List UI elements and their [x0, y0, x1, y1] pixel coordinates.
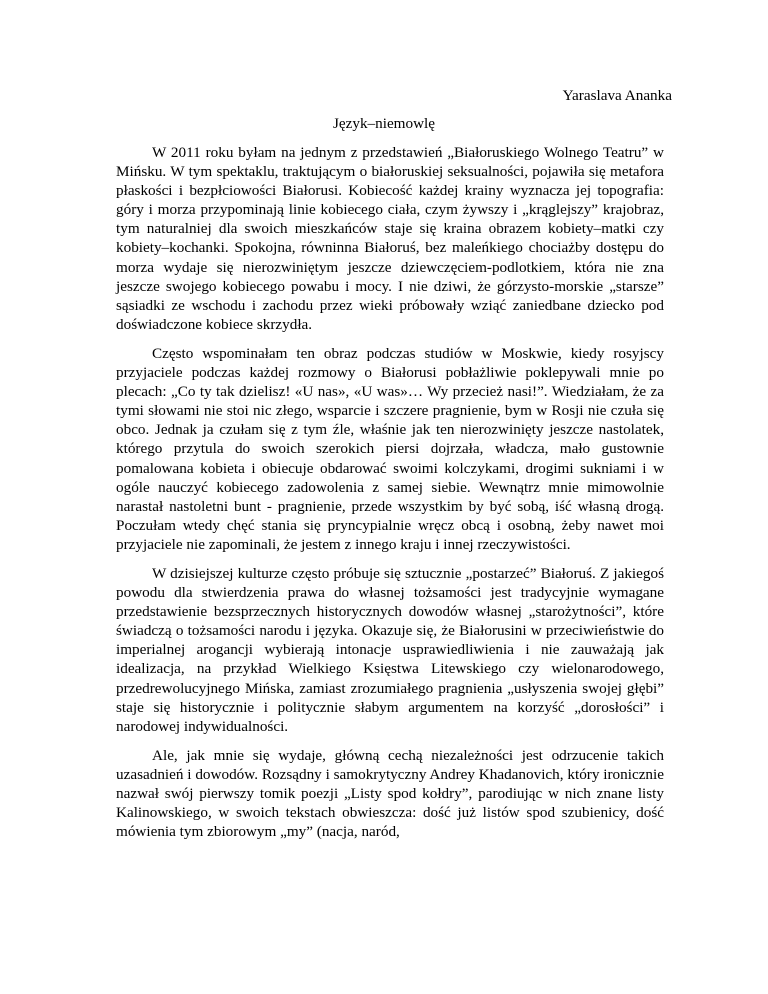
- paragraph-2: Często wspominałam ten obraz podczas studiów w Moskwie, kiedy rosyjscy przyjaciele podczas każdej rozmowy o Białorusi pobłażliwie poklepywali mnie po plecach: „Co ty tak dzielisz! «U nas», «U was»… Wy przecież nasi!”. Wiedziałam, że za tymi słowami nie stoi nic złego, wsparcie i szczere pragnienie, bym w Rosji nie czuła się obco. Jednak ja czułam się z tym źle, właśnie jak ten nierozwinięty jeszcze nastolatek, którego przytula do swoich szerokich piersi dojrzała, władcza, mało gustownie pomalowana kobieta i obiecuje obdarować swoimi kolczykami, drogimi sukniami i w ogóle nauczyć kobiecego zadowolenia z samej siebie. Wewnątrz mnie mimowolnie narastał nastoletni bunt - pragnienie, przede wszystkim by być sobą, iść własną drogą. Poczułam wtedy chęć stania się pryncypialnie wręcz obcą i osobną, żeby nawet moi przyjaciele nie zapominali, że jestem z innego kraju i innej rzeczywistości.: [116, 344, 664, 553]
- author-name: Yaraslava Ananka: [562, 87, 672, 104]
- paragraph-3: W dzisiejszej kulturze często próbuje się sztucznie „postarzeć” Białoruś. Z jakiegoś powodu dla stwierdzenia prawa do własnej tożsamości jest tradycyjnie wymagane przedstawienie bezsprzecznych historycznych dowodów własnej „starożytności”, które świadczą o tożsamości narodu i języka. Okazuje się, że Białorusini w przeciwieństwie do imperialnej arogancji wybierają intonacje usprawiedliwienia i nie zauważają jak idealizacja, na przykład Wielkiego Księstwa Litewskiego czy wielonarodowego, przedrewolucyjnego Mińska, zamiast zrozumiałego pragnienia „usłyszenia swojej głębi” staje się historycznie i politycznie słabym argumentem na korzyść „dorosłości” i narodowej indywidualności.: [116, 564, 664, 735]
- paragraph-4: Ale, jak mnie się wydaje, główną cechą niezależności jest odrzucenie takich uzasadnień i dowodów. Rozsądny i samokrytyczny Andrey Khadanovich, który ironicznie nazwał swój pierwszy tomik poezji „Listy spod kołdry”, parodiując w nich znane listy Kalinowskiego, w swoich tekstach obwieszcza: dość już listów spod szubienicy, dość mówienia tym zbiorowym „my” (nacja, naród,: [116, 746, 664, 841]
- paragraph-1: W 2011 roku byłam na jednym z przedstawień „Białoruskiego Wolnego Teatru” w Mińsku. W tym spektaklu, traktującym o białoruskiej seksualności, pojawiła się metafora płaskości i bezpłciowości Białorusi. Kobiecość każdej krainy wyznacza jej topografia: góry i morza przypominają linie kobiecego ciała, czym żywszy i „krąglejszy” krajobraz, tym naturalniej dla swoich mieszkańców staje się kraina obrazem kobiety–matki czy kobiety–kochanki. Spokojna, równinna Białoruś, bez maleńkiego chociażby dostępu do morza wydaje się nierozwiniętym jeszcze dziewczęciem-podlotkiem, która nie zna jeszcze swojego kobiecego powabu i mocy. I nie dziwi, że górzysto-morskie „starsze” sąsiadki ze wschodu i zachodu przez wieki próbowały wziąć zaniedbane dziecko pod doświadczone kobiece skrzydła.: [116, 144, 664, 333]
- document-title: Język–niemowlę: [332, 115, 436, 132]
- document-body: [116, 143, 664, 851]
